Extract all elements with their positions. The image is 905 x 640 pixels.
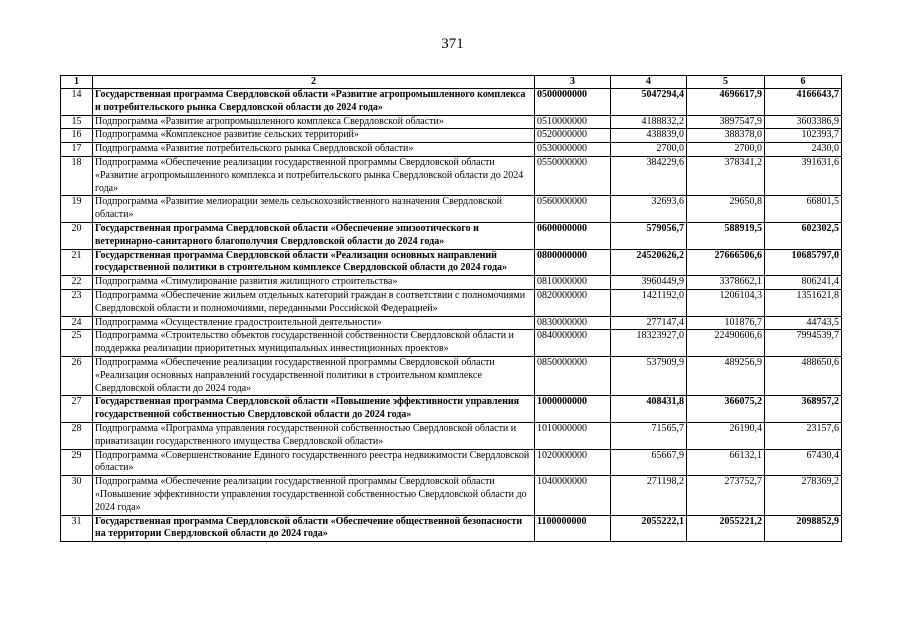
amount-col4: 18323927,0: [611, 330, 687, 357]
amount-col4: 408431,8: [611, 396, 687, 423]
table-row: [61, 156, 842, 195]
table-row: [61, 356, 842, 395]
amount-col6: 67430,4: [765, 449, 842, 476]
program-code: 0830000000: [535, 316, 611, 330]
program-code: 0800000000: [535, 249, 611, 276]
program-name: Государственная программа Свердловской области «Повышение эффективности управления государственной собственностью Свердловской области до 2024 года»: [93, 396, 535, 423]
program-code: 0560000000: [535, 196, 611, 223]
program-code: 0600000000: [535, 222, 611, 249]
program-name: Подпрограмма «Совершенствование Единого государственного реестра недвижимости Свердловской области»: [93, 449, 535, 476]
amount-col4: 65667,9: [611, 449, 687, 476]
amount-col5: 22490606,6: [687, 330, 765, 357]
row-number: 19: [61, 196, 93, 223]
amount-col4: 4188832,2: [611, 115, 687, 129]
program-name: Подпрограмма «Программа управления государственной собственностью Свердловской области и приватизации государственного имущества Свердловской области»: [93, 422, 535, 449]
table-row: [61, 289, 842, 316]
header-row: [61, 76, 842, 89]
row-number: 17: [61, 143, 93, 157]
column-header: 5: [687, 76, 765, 89]
program-code: 0510000000: [535, 115, 611, 129]
program-code: 1000000000: [535, 396, 611, 423]
amount-col4: 32693,6: [611, 196, 687, 223]
amount-col5: 1206104,3: [687, 289, 765, 316]
budget-table: [60, 75, 842, 542]
table-row: [61, 330, 842, 357]
row-number: 26: [61, 356, 93, 395]
program-name: Подпрограмма «Обеспечение жильем отдельных категорий граждан в соответствии с полномочиями Свердловской области и полномочиями, переданными Российской Федерацией»: [93, 289, 535, 316]
amount-col6: 10685797,0: [765, 249, 842, 276]
amount-col6: 806241,4: [765, 276, 842, 290]
program-name: Подпрограмма «Комплексное развитие сельских территорий»: [93, 129, 535, 143]
amount-col5: 489256,9: [687, 356, 765, 395]
program-code: 1020000000: [535, 449, 611, 476]
program-code: 0500000000: [535, 89, 611, 116]
row-number: 14: [61, 89, 93, 116]
amount-col4: 71565,7: [611, 422, 687, 449]
amount-col6: 4166643,7: [765, 89, 842, 116]
table-row: [61, 249, 842, 276]
amount-col4: 537909,9: [611, 356, 687, 395]
program-code: 1010000000: [535, 422, 611, 449]
program-name: Подпрограмма «Обеспечение реализации государственной программы Свердловской области «Развитие агропромышленного комплекса и потребительского рынка Свердловской области до 2024 года»: [93, 156, 535, 195]
amount-col4: 438839,0: [611, 129, 687, 143]
table-row: [61, 196, 842, 223]
row-number: 28: [61, 422, 93, 449]
amount-col6: 66801,5: [765, 196, 842, 223]
amount-col6: 602302,5: [765, 222, 842, 249]
amount-col5: 26190,4: [687, 422, 765, 449]
program-name: Подпрограмма «Обеспечение реализации государственной программы Свердловской области «Реализация основных направлений государственной политики в строительном комплексе Свердловской области до 2024 года»: [93, 356, 535, 395]
program-name: Подпрограмма «Осуществление градостроительной деятельности»: [93, 316, 535, 330]
row-number: 18: [61, 156, 93, 195]
program-name: Подпрограмма «Обеспечение реализации государственной программы Свердловской области «Повышение эффективности управления государственной собственностью Свердловской области до 2024 года»: [93, 476, 535, 515]
row-number: 30: [61, 476, 93, 515]
program-code: 0530000000: [535, 143, 611, 157]
amount-col5: 29650,8: [687, 196, 765, 223]
table-row: [61, 115, 842, 129]
table-row: [61, 449, 842, 476]
program-code: 0550000000: [535, 156, 611, 195]
amount-col6: 3603386,9: [765, 115, 842, 129]
amount-col4: 579056,7: [611, 222, 687, 249]
amount-col6: 44743,5: [765, 316, 842, 330]
page-number: 371: [441, 36, 464, 52]
column-header: 3: [535, 76, 611, 89]
program-name: Государственная программа Свердловской области «Обеспечение эпизоотического и ветеринарно-санитарного благополучия Свердловской области до 2024 года»: [93, 222, 535, 249]
amount-col6: 391631,6: [765, 156, 842, 195]
table-body: [61, 89, 842, 542]
program-code: 0520000000: [535, 129, 611, 143]
amount-col4: 24520626,2: [611, 249, 687, 276]
column-header: 2: [93, 76, 535, 89]
amount-col5: 3378662,1: [687, 276, 765, 290]
amount-col5: 2700,0: [687, 143, 765, 157]
program-code: 0850000000: [535, 356, 611, 395]
amount-col6: 278369,2: [765, 476, 842, 515]
amount-col5: 378341,2: [687, 156, 765, 195]
row-number: 29: [61, 449, 93, 476]
row-number: 21: [61, 249, 93, 276]
row-number: 27: [61, 396, 93, 423]
row-number: 31: [61, 515, 93, 542]
table-row: [61, 129, 842, 143]
program-name: Государственная программа Свердловской области «Реализация основных направлений государственной политики в строительном комплексе Свердловской области до 2024 года»: [93, 249, 535, 276]
row-number: 22: [61, 276, 93, 290]
program-code: 0840000000: [535, 330, 611, 357]
table-row: [61, 316, 842, 330]
amount-col5: 388378,0: [687, 129, 765, 143]
table-row: [61, 276, 842, 290]
amount-col6: 488650,6: [765, 356, 842, 395]
table-row: [61, 476, 842, 515]
amount-col5: 2055221,2: [687, 515, 765, 542]
row-number: 20: [61, 222, 93, 249]
row-number: 24: [61, 316, 93, 330]
amount-col5: 366075,2: [687, 396, 765, 423]
program-name: Государственная программа Свердловской области «Развитие агропромышленного комплекса и потребительского рынка Свердловской области до 2024 года»: [93, 89, 535, 116]
amount-col6: 1351621,8: [765, 289, 842, 316]
amount-col6: 2430,0: [765, 143, 842, 157]
row-number: 23: [61, 289, 93, 316]
amount-col5: 3897547,9: [687, 115, 765, 129]
amount-col5: 101876,7: [687, 316, 765, 330]
amount-col5: 27666506,6: [687, 249, 765, 276]
program-name: Подпрограмма «Развитие мелиорации земель сельскохозяйственного назначения Свердловской области»: [93, 196, 535, 223]
program-name: Подпрограмма «Строительство объектов государственной собственности Свердловской области и поддержка реализации приоритетных муниципальных инвестиционных проектов»: [93, 330, 535, 357]
row-number: 15: [61, 115, 93, 129]
amount-col5: 273752,7: [687, 476, 765, 515]
amount-col5: 588919,5: [687, 222, 765, 249]
table-row: [61, 422, 842, 449]
amount-col4: 2700,0: [611, 143, 687, 157]
program-name: Подпрограмма «Развитие потребительского рынка Свердловской области»: [93, 143, 535, 157]
amount-col4: 1421192,0: [611, 289, 687, 316]
table-row: [61, 89, 842, 116]
amount-col4: 5047294,4: [611, 89, 687, 116]
amount-col4: 384229,6: [611, 156, 687, 195]
column-header: 6: [765, 76, 842, 89]
program-name: Государственная программа Свердловской области «Обеспечение общественной безопасности на территории Свердловской области до 2024 года»: [93, 515, 535, 542]
column-header: 4: [611, 76, 687, 89]
program-code: 1040000000: [535, 476, 611, 515]
amount-col6: 7994539,7: [765, 330, 842, 357]
program-code: 1100000000: [535, 515, 611, 542]
amount-col4: 271198,2: [611, 476, 687, 515]
program-code: 0810000000: [535, 276, 611, 290]
program-code: 0820000000: [535, 289, 611, 316]
table-row: [61, 396, 842, 423]
amount-col6: 102393,7: [765, 129, 842, 143]
amount-col6: 2098852,9: [765, 515, 842, 542]
table-row: [61, 143, 842, 157]
table-row: [61, 222, 842, 249]
table-row: [61, 515, 842, 542]
program-name: Подпрограмма «Стимулирование развития жилищного строительства»: [93, 276, 535, 290]
amount-col4: 3960449,9: [611, 276, 687, 290]
amount-col5: 66132,1: [687, 449, 765, 476]
row-number: 16: [61, 129, 93, 143]
program-name: Подпрограмма «Развитие агропромышленного комплекса Свердловской области»: [93, 115, 535, 129]
amount-col6: 23157,6: [765, 422, 842, 449]
column-header: 1: [61, 76, 93, 89]
amount-col6: 368957,2: [765, 396, 842, 423]
amount-col4: 2055222,1: [611, 515, 687, 542]
amount-col5: 4696617,9: [687, 89, 765, 116]
amount-col4: 277147,4: [611, 316, 687, 330]
row-number: 25: [61, 330, 93, 357]
